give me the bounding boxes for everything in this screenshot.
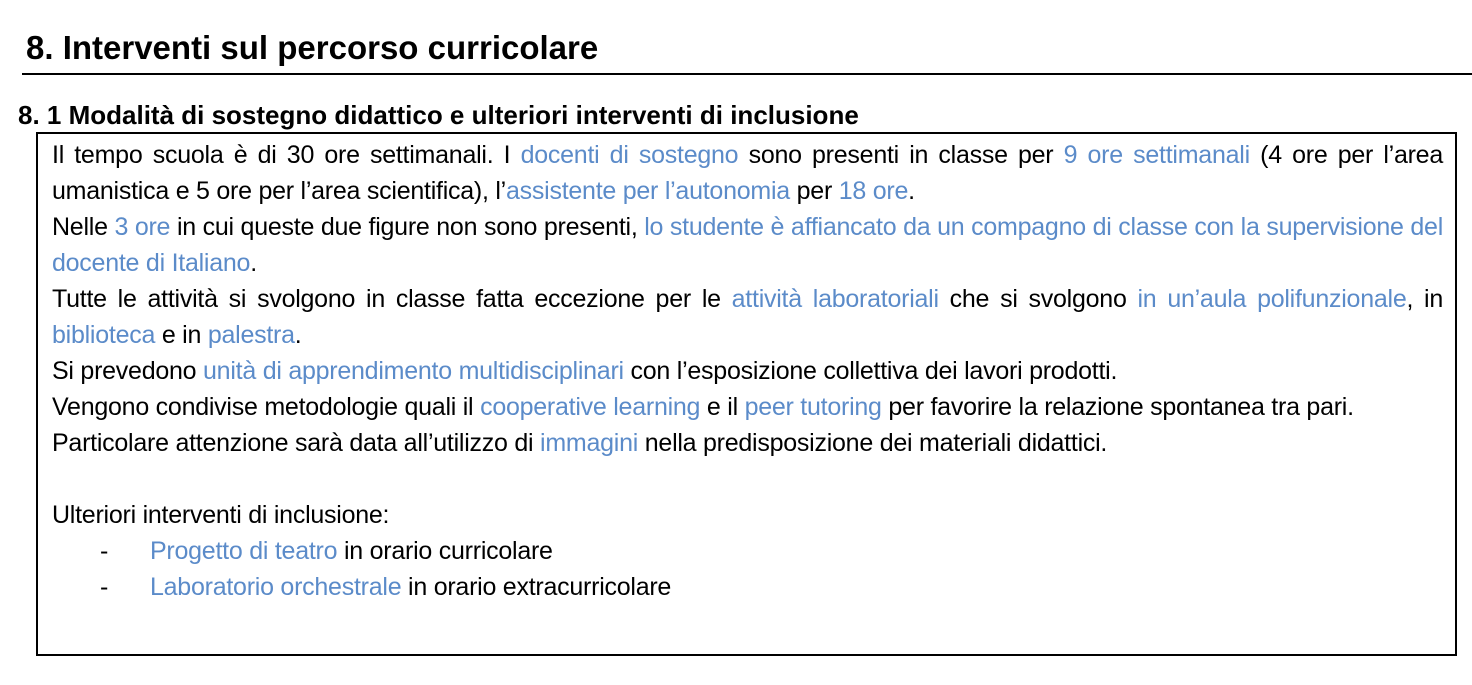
highlight-ore-settimanali: 9 ore settimanali — [1063, 141, 1250, 169]
highlight-docenti-sostegno: docenti di sostegno — [520, 141, 739, 169]
highlight-immagini: immagini — [540, 429, 639, 457]
highlight-peer-tutoring: peer tutoring — [744, 393, 882, 421]
highlight-3-ore: 3 ore — [114, 213, 171, 241]
text-segment: , in — [1406, 285, 1443, 313]
text-segment: per favorire la relazione spontanea tra pari. — [881, 393, 1354, 421]
text-segment: . — [250, 249, 257, 277]
subsection-title: 8. 1 Modalità di sostegno didattico e ulteriori interventi di inclusione — [18, 100, 859, 130]
highlight-compagno-di-classe: lo studente è affiancato da un compagno di classe con la supervisione del docente di Italiano — [52, 213, 1444, 277]
highlight-progetto-teatro: Progetto di teatro — [150, 537, 338, 565]
highlight-unita-multidisciplinari: unità di apprendimento multidisciplinari — [203, 357, 624, 385]
paragraph-metodologie — [52, 389, 1443, 425]
paragraph-attivita — [52, 281, 1443, 353]
highlight-attivita-laboratoriali: attività laboratoriali — [731, 285, 939, 313]
text-segment: Nelle — [52, 213, 115, 241]
text-segment: nella predisposizione dei materiali didattici. — [638, 429, 1108, 457]
inclusion-list — [52, 533, 1443, 605]
text-segment: Il tempo scuola è di 30 ore settimanali. I — [52, 141, 521, 169]
inclusion-list-intro: Ulteriori interventi di inclusione: — [52, 501, 390, 529]
text-segment: con l’esposizione collettiva dei lavori prodotti. — [623, 357, 1118, 385]
text-segment: in orario extracurricolare — [401, 573, 672, 601]
text-segment: che si svolgono — [938, 285, 1138, 313]
text-segment: per — [789, 177, 839, 205]
text-segment: Vengono condivise metodologie quali il — [52, 393, 481, 421]
highlight-palestra: palestra — [207, 321, 295, 349]
text-segment: (4 ore per l’area umanistica e 5 ore per l’area scientifica), l’ — [52, 141, 1443, 205]
text-segment: . — [294, 321, 302, 349]
content-box — [36, 132, 1457, 656]
paragraph-immagini — [52, 425, 1443, 461]
text-segment: . — [908, 177, 915, 205]
highlight-assistente-autonomia: assistente per l’autonomia — [505, 177, 790, 205]
section-title: 8. Interventi sul percorso curricolare — [26, 29, 599, 66]
list-item-progetto-teatro — [52, 533, 1443, 569]
highlight-18-ore: 18 ore — [838, 177, 909, 205]
text-segment: in orario curricolare — [337, 537, 553, 565]
text-segment: Tutte le attività si svolgono in classe fatta eccezione per le — [52, 285, 732, 313]
blank-line — [52, 461, 1443, 497]
highlight-aula-polifunzionale: in un’aula polifunzionale — [1137, 285, 1407, 313]
highlight-laboratorio-orchestrale: Laboratorio orchestrale — [150, 573, 402, 601]
text-segment: e il — [700, 393, 745, 421]
text-segment: Si prevedono — [52, 357, 204, 385]
text-segment: e in — [155, 321, 208, 349]
text-segment: in cui queste due figure non sono presenti, — [170, 213, 645, 241]
dash-bullet: - — [100, 537, 109, 565]
text-segment: sono presenti in classe per — [738, 141, 1064, 169]
highlight-cooperative-learning: cooperative learning — [480, 393, 701, 421]
paragraph-tre-ore — [52, 209, 1443, 281]
title-underline — [22, 73, 1472, 75]
text-segment: Particolare attenzione sarà data all’utilizzo di — [52, 429, 541, 457]
list-item-laboratorio-orchestrale — [52, 569, 1443, 605]
highlight-biblioteca: biblioteca — [52, 321, 156, 349]
paragraph-tempo-scuola — [52, 137, 1443, 209]
dash-bullet: - — [100, 573, 109, 601]
paragraph-unita-apprendimento — [52, 353, 1443, 389]
